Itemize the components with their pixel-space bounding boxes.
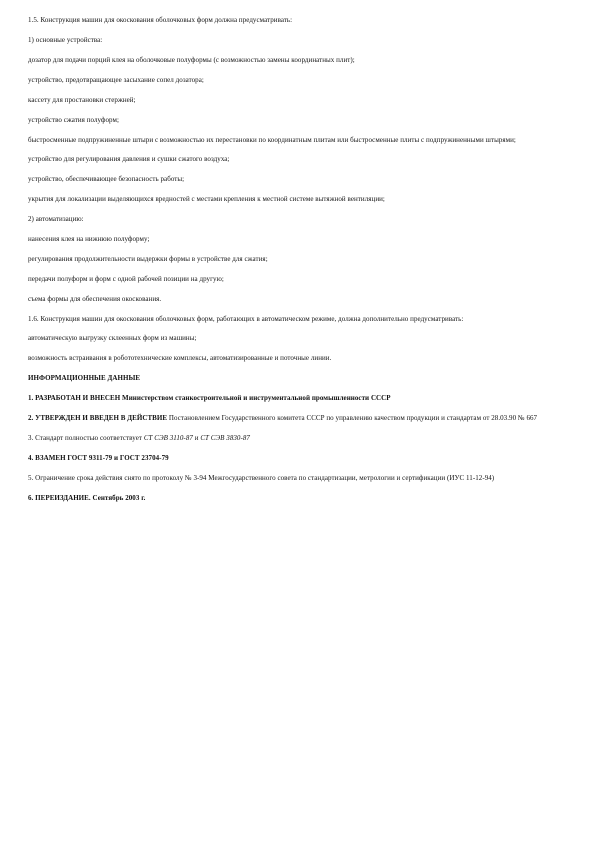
clause-1-6-intro: 1.6. Конструкция машин для окоскования оболочковых форм, работающих в автоматическом режиме, должна дополнительно предусматривать: [28, 315, 464, 323]
info-heading: ИНФОРМАЦИОННЫЕ ДАННЫЕ [28, 374, 141, 382]
automation-item: регулирования продолжительности выдержки формы в устройстве для сжатия; [28, 255, 268, 263]
info-item-3-text: 3. Стандарт полностью соответствует [28, 434, 144, 442]
clause-1-5-intro: 1.5. Конструкция машин для окоскования оболочковых форм должна предусматривать: [28, 16, 293, 24]
info-item-2-bold: 2. УТВЕРЖДЕН И ВВЕДЕН В ДЕЙСТВИЕ [28, 414, 168, 422]
device-item: дозатор для подачи порций клея на оболочковые полуформы (с возможностью замены координатных плит); [28, 56, 355, 64]
clause-1-6-item: автоматическую выгрузку склеенных форм из машины; [28, 334, 197, 342]
document-body [28, 16, 548, 514]
info-item-3-mid: и [192, 434, 201, 442]
info-item-3 [28, 434, 548, 443]
automation-item: съема формы для обеспечения окоскования. [28, 295, 162, 303]
device-item: устройство сжатия полуформ; [28, 116, 119, 124]
device-item: быстросменные подпружиненные штыри с возможностью их перестановки по координатным плитам или быстросменные плиты с подпружиненными штырями; [28, 136, 516, 144]
clause-1-6-item: возможность встраивания в робототехнические комплексы, автоматизированные и поточные линии. [28, 354, 332, 362]
automation-item: передачи полуформ и форм с одной рабочей позиции на другую; [28, 275, 224, 283]
device-item: устройство, обеспечивающее безопасность работы; [28, 175, 185, 183]
device-item: устройство для регулирования давления и сушки сжатого воздуха; [28, 155, 230, 163]
automation-item: нанесения клея на нижнюю полуформу; [28, 235, 150, 243]
info-item-3-ref-2: СТ СЭВ 3830-87 [200, 434, 250, 442]
info-item-5: 5. Ограничение срока действия снято по протоколу № 3-94 Межгосударственного совета по стандартизации, метрологии и сертификации (ИУС 11-12-94) [28, 474, 495, 482]
devices-heading: 1) основные устройства: [28, 36, 103, 44]
info-item-4: 4. ВЗАМЕН ГОСТ 9311-79 и ГОСТ 23704-79 [28, 454, 169, 462]
info-item-2-rest: Постановлением Государственного комитета СССР по управлению качеством продукции и стандартам от 28.03.90 № 667 [167, 414, 538, 422]
info-item-2 [28, 414, 548, 423]
automation-heading: 2) автоматизацию: [28, 215, 84, 223]
device-item: устройство, предотвращающее засыхание сопел дозатора; [28, 76, 204, 84]
info-item-3-ref-1: СТ СЭВ 3110-87 [143, 434, 193, 442]
device-item: укрытия для локализации выделяющихся вредностей с местами крепления к местной системе вытяжной вентиляции; [28, 195, 385, 203]
info-item-1: 1. РАЗРАБОТАН И ВНЕСЕН Министерством станкостроительной и инструментальной промышленности СССР [28, 394, 391, 402]
device-item: кассету для простановки стержней; [28, 96, 136, 104]
info-item-6: 6. ПЕРЕИЗДАНИЕ. Сентябрь 2003 г. [28, 494, 146, 502]
